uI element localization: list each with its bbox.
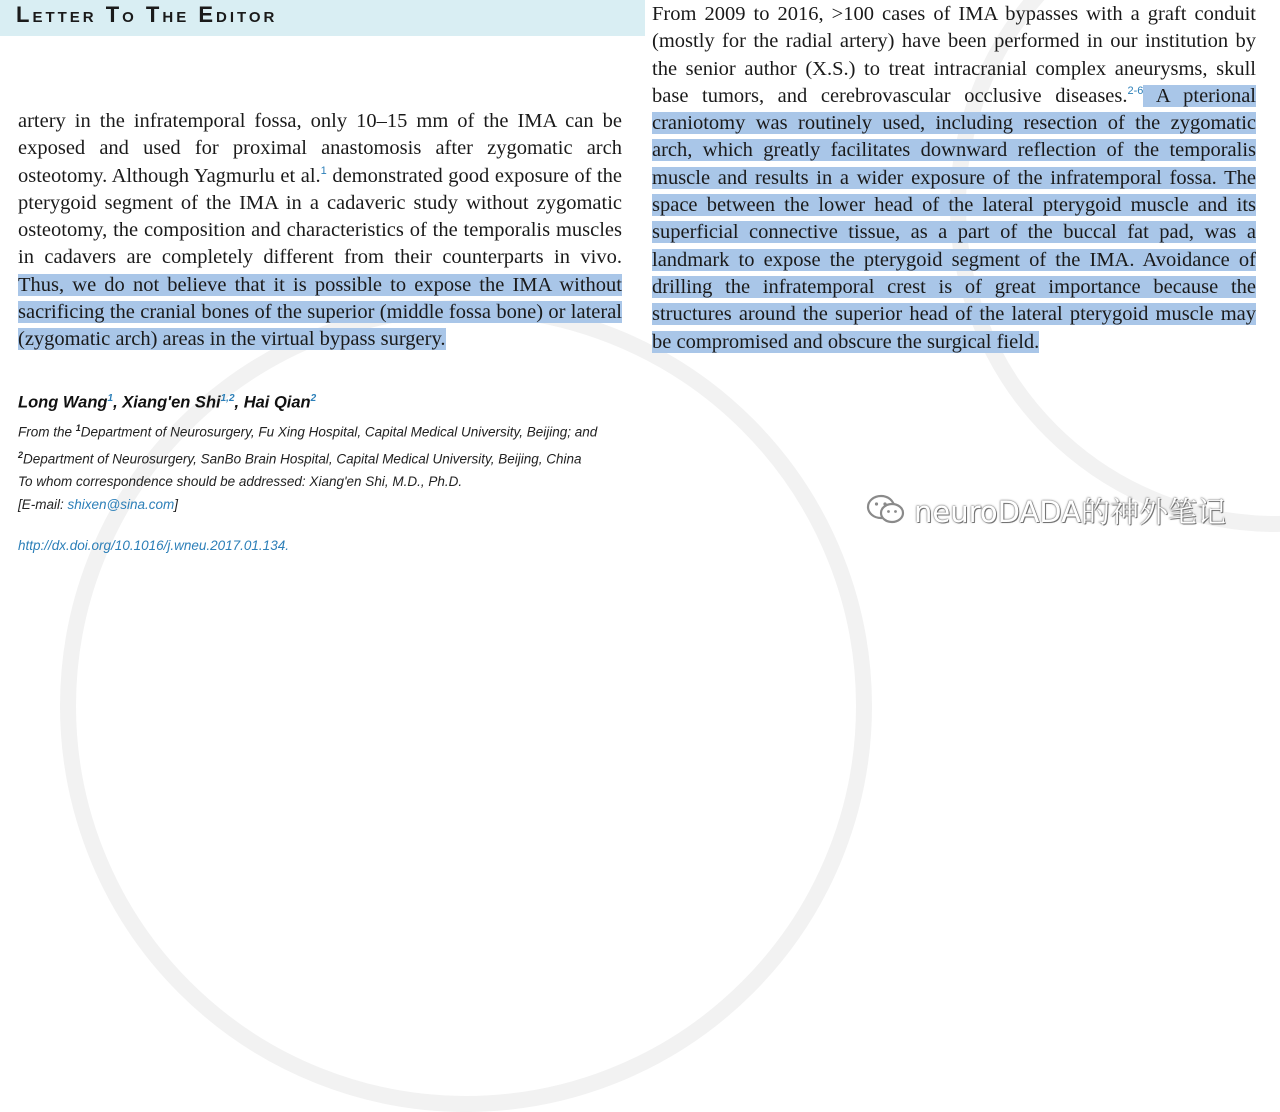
left-text-column bbox=[18, 108, 622, 354]
author-affil-sup: 1,2 bbox=[220, 393, 235, 404]
author-sep: , bbox=[113, 393, 123, 412]
author-affil-sup: 2 bbox=[310, 393, 317, 404]
affil-sup-1: 1 bbox=[75, 423, 81, 433]
email-link[interactable]: shixen@sina.com bbox=[67, 496, 175, 512]
affiliation-dept-1: Department of Neurosurgery, Fu Xing Hospital, Capital Medical University, Beijing; and bbox=[80, 424, 598, 440]
affiliation-dept-2: Department of Neurosurgery, SanBo Brain Hospital, Capital Medical University, Beijing, China bbox=[23, 451, 582, 467]
right-text-column bbox=[652, 1, 1256, 356]
author-sep: , bbox=[234, 393, 244, 412]
left-text-part-2: demonstrated good exposure of the pterygoid segment of the IMA in a cadaveric study without zygomatic osteotomy, the composition and characteristics of the temporalis muscles in cadavers are completely different from their counterparts in vivo. bbox=[18, 164, 623, 269]
doi-link[interactable]: http://dx.doi.org/10.1016/j.wneu.2017.01.134. bbox=[18, 538, 289, 553]
author-name: Hai Qian bbox=[243, 393, 311, 412]
section-title: Letter To The Editor bbox=[16, 2, 278, 27]
left-highlighted-text: Thus, we do not believe that it is possible to expose the IMA without sacrificing the cranial bones of the superior (middle fossa bone) or lateral (zygomatic arch) areas in the virtual bypass surgery. bbox=[18, 273, 622, 351]
author-name: Long Wang bbox=[18, 393, 108, 412]
left-paragraph bbox=[18, 108, 622, 354]
right-text-part-1: From 2009 to 2016, >100 cases of IMA bypasses with a graft conduit (mostly for the radial artery) have been performed in our institution by the senior author (X.S.) to treat intracranial complex aneurysms, skull base tumors, and cerebrovascular occlusive diseases. bbox=[652, 3, 1256, 107]
right-paragraph bbox=[652, 1, 1256, 356]
wechat-account-name: neuroDADA的神外笔记 bbox=[914, 494, 1226, 529]
email-suffix: ] bbox=[174, 496, 179, 512]
affiliation-lines bbox=[18, 417, 624, 471]
author-affil-sup: 1 bbox=[107, 393, 114, 404]
author-byline bbox=[18, 393, 628, 413]
correspondence-line: To whom correspondence should be addressed: Xiang'en Shi, M.D., Ph.D. bbox=[18, 474, 463, 489]
affiliation-prefix: From the bbox=[18, 424, 76, 440]
email-prefix: [E-mail: bbox=[18, 496, 68, 512]
author-affiliations bbox=[18, 417, 624, 516]
affil-sup-2: 2 bbox=[18, 450, 24, 460]
wechat-watermark bbox=[866, 490, 1226, 530]
email-line bbox=[18, 494, 624, 517]
wechat-icon bbox=[866, 493, 906, 527]
right-highlighted-text: A pterional craniotomy was routinely used, including resection of the zygomatic arch, which greatly facilitates downward reflection of the temporalis muscle and results in a wider exposure of the infratemporal fossa. The space between the lower head of the lateral pterygoid muscle and its superficial connective tissue, as a part of the buccal fat pad, was a landmark to expose the pterygoid segment of the IMA. Avoidance of drilling the infratemporal crest is of great importance because the structures around the superior head of the lateral pterygoid muscle may be compromised and obscure the surgical field. bbox=[652, 84, 1257, 353]
header-band bbox=[0, 0, 645, 36]
citation-ref-1[interactable]: 1 bbox=[320, 164, 327, 177]
citation-ref-2-6[interactable]: 2-6 bbox=[1127, 85, 1144, 98]
author-name: Xiang'en Shi bbox=[122, 393, 221, 412]
left-text-part-1: artery in the infratemporal fossa, only 10–15 mm of the IMA can be exposed and used for proximal anastomosis after zygomatic arch osteotomy. Although Yagmurlu et al. bbox=[18, 110, 622, 187]
